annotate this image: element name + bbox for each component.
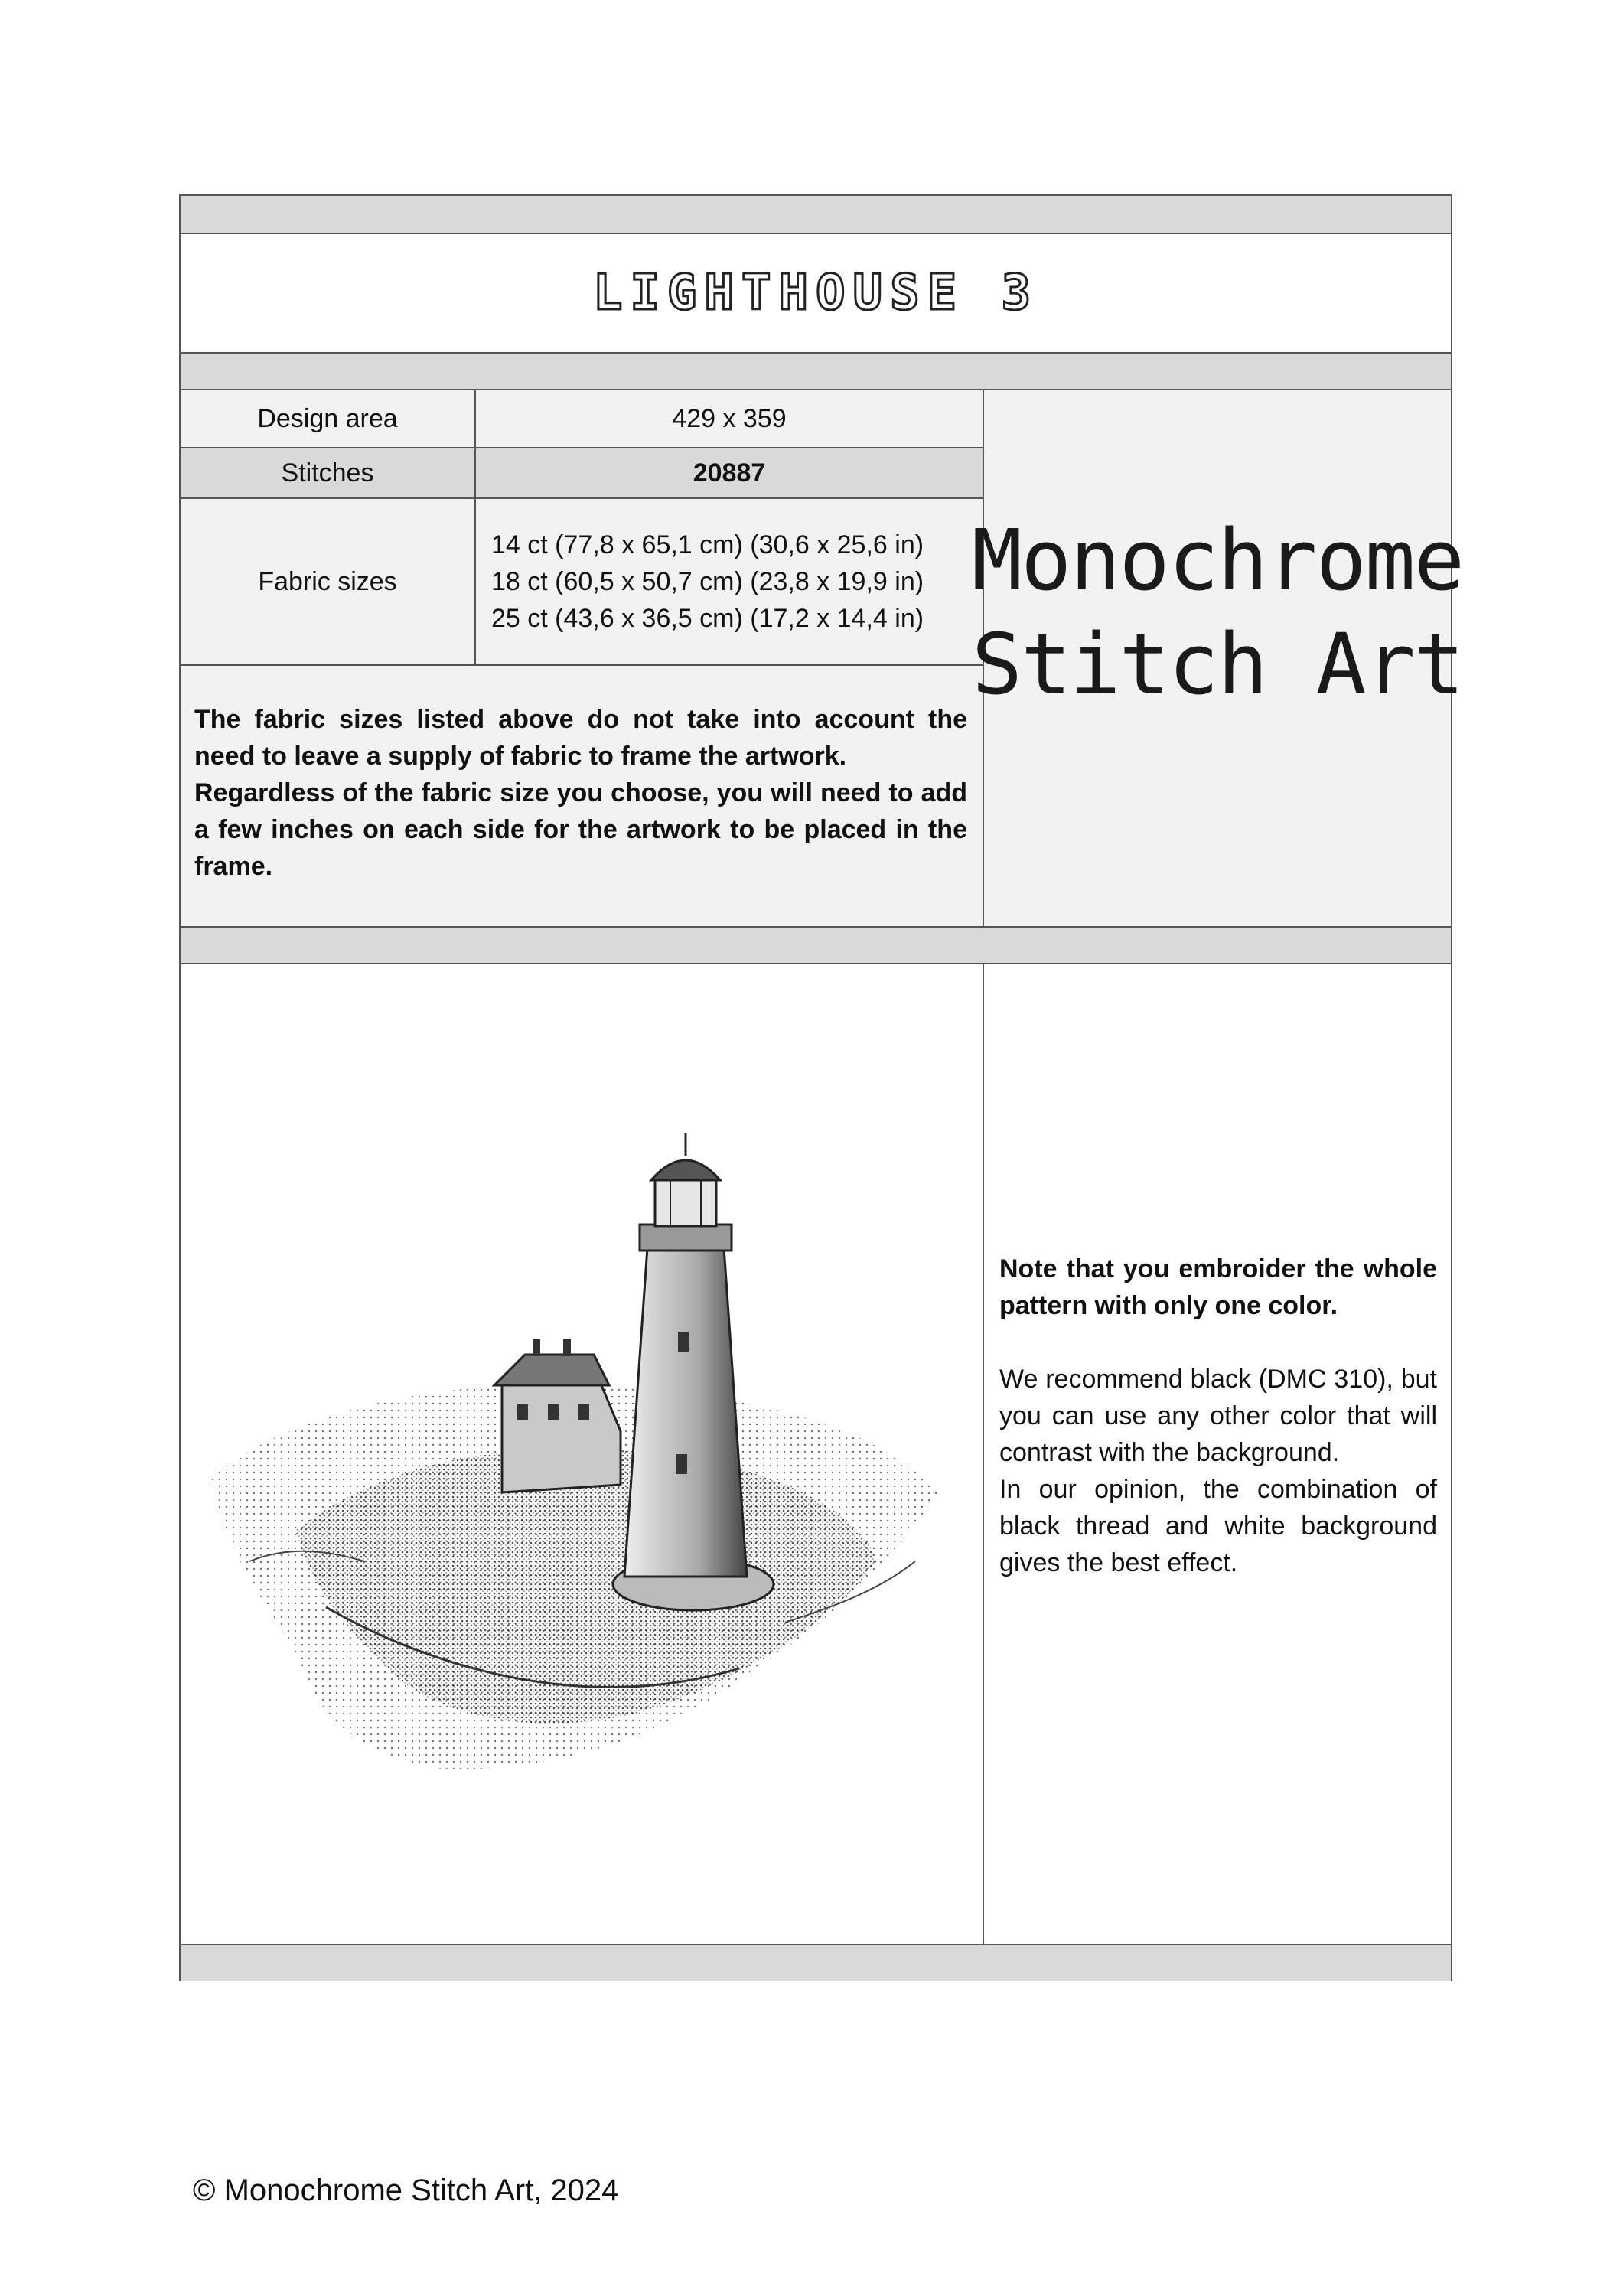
- separator-band: [181, 352, 1451, 390]
- fabric-sizes-list: [476, 499, 984, 666]
- copyright-footer: © Monochrome Stitch Art, 2024: [193, 2174, 619, 2207]
- fabric-sizes-label: Fabric sizes: [181, 499, 476, 666]
- design-area-label: Design area: [181, 390, 476, 448]
- embroidery-note-p2: In our opinion, the combination of black thread and white background gives the best effect.: [999, 1475, 1437, 1577]
- keeper-house-icon: [494, 1339, 621, 1492]
- fabric-size-25ct: 25 ct (43,6 x 36,5 cm) (17,2 x 14,4 in): [491, 604, 924, 633]
- title-row: [181, 234, 1451, 352]
- stitches-value: 20887: [476, 448, 984, 499]
- fabric-size-18ct: 18 ct (60,5 x 50,7 cm) (23,8 x 19,9 in): [491, 567, 924, 596]
- info-table: [181, 390, 984, 926]
- footer-band: [181, 1944, 1451, 1981]
- separator-band: [181, 926, 1451, 964]
- page-title: LIGHTHOUSE 3: [592, 265, 1039, 321]
- embroidery-note-p1: We recommend black (DMC 310), but you can use any other color that will contrast with the background.: [999, 1365, 1437, 1467]
- embroidery-note: [999, 964, 1437, 1944]
- brand-line2: Stitch Art: [971, 615, 1464, 713]
- pattern-sheet: [179, 194, 1464, 1981]
- design-area-value: 429 x 359: [476, 390, 984, 448]
- brand-logo: [971, 390, 1464, 926]
- fabric-note-line1: The fabric sizes listed above do not take into account the need to leave a supply of fabric to frame the artwork.: [194, 705, 967, 771]
- preview-image-cell: [181, 964, 984, 1944]
- fabric-size-14ct: 14 ct (77,8 x 65,1 cm) (30,6 x 25,6 in): [491, 530, 924, 559]
- brand-line1: Monochrome: [971, 511, 1464, 609]
- fabric-note-line2: Regardless of the fabric size you choose, you will need to add a few inches on each side for the artwork to be placed in the frame.: [194, 778, 967, 881]
- stitches-label: Stitches: [181, 448, 476, 499]
- embroidery-note-bold: Note that you embroider the whole pattern with only one color.: [999, 1254, 1437, 1320]
- lighthouse-illustration: [204, 1133, 961, 1783]
- header-band: [181, 196, 1451, 234]
- fabric-note: [181, 666, 984, 926]
